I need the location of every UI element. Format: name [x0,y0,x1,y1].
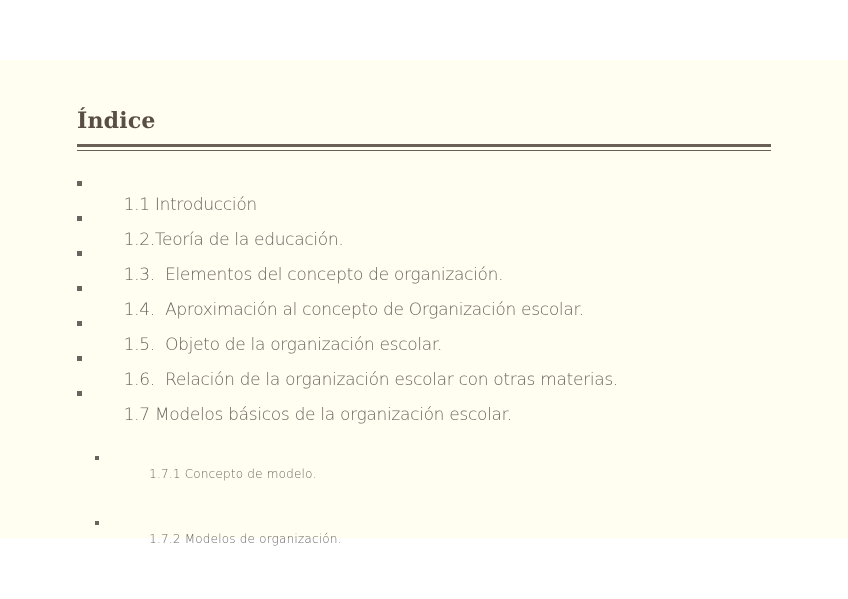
list-item [77,277,618,320]
sub-list-item-label: 1.7.2 Modelos de organización. [149,532,342,546]
list-item-label: 1.3. Elementos del concepto de organización. [123,265,504,285]
list-item [77,172,618,215]
title-rule-thin [77,150,771,151]
list-item-label: 1.2.Teoría de la educación. [123,230,344,250]
list-item-label: 1.5. Objeto de la organización escolar. [123,335,443,355]
square-bullet-icon [95,456,99,460]
square-bullet-icon [77,356,82,361]
sub-list-item-label: 1.7.1 Concepto de modelo. [149,467,317,481]
list-item [77,382,618,546]
square-bullet-icon [77,391,82,396]
list-item [77,242,618,285]
title-rule-thick [77,144,771,147]
square-bullet-icon [95,521,99,525]
sub-list-item [93,515,342,546]
square-bullet-icon [77,216,82,221]
square-bullet-icon [77,181,82,186]
square-bullet-icon [77,286,82,291]
list-item [77,312,618,355]
square-bullet-icon [77,321,82,326]
index-list [77,172,619,546]
slide-title: Índice [77,108,156,134]
list-item-label: 1.6. Relación de la organización escolar con otras materias. [123,370,619,390]
sub-list-item [93,450,342,481]
list-item [77,347,619,390]
list-item [77,207,618,250]
square-bullet-icon [77,251,82,256]
slide [0,60,848,546]
list-item-label: 1.4. Aproximación al concepto de Organización escolar. [123,300,584,320]
list-item-label: 1.7 Modelos básicos de la organización escolar. [123,405,512,425]
list-item-label: 1.1 Introducción [123,195,257,215]
sub-list [93,406,342,580]
